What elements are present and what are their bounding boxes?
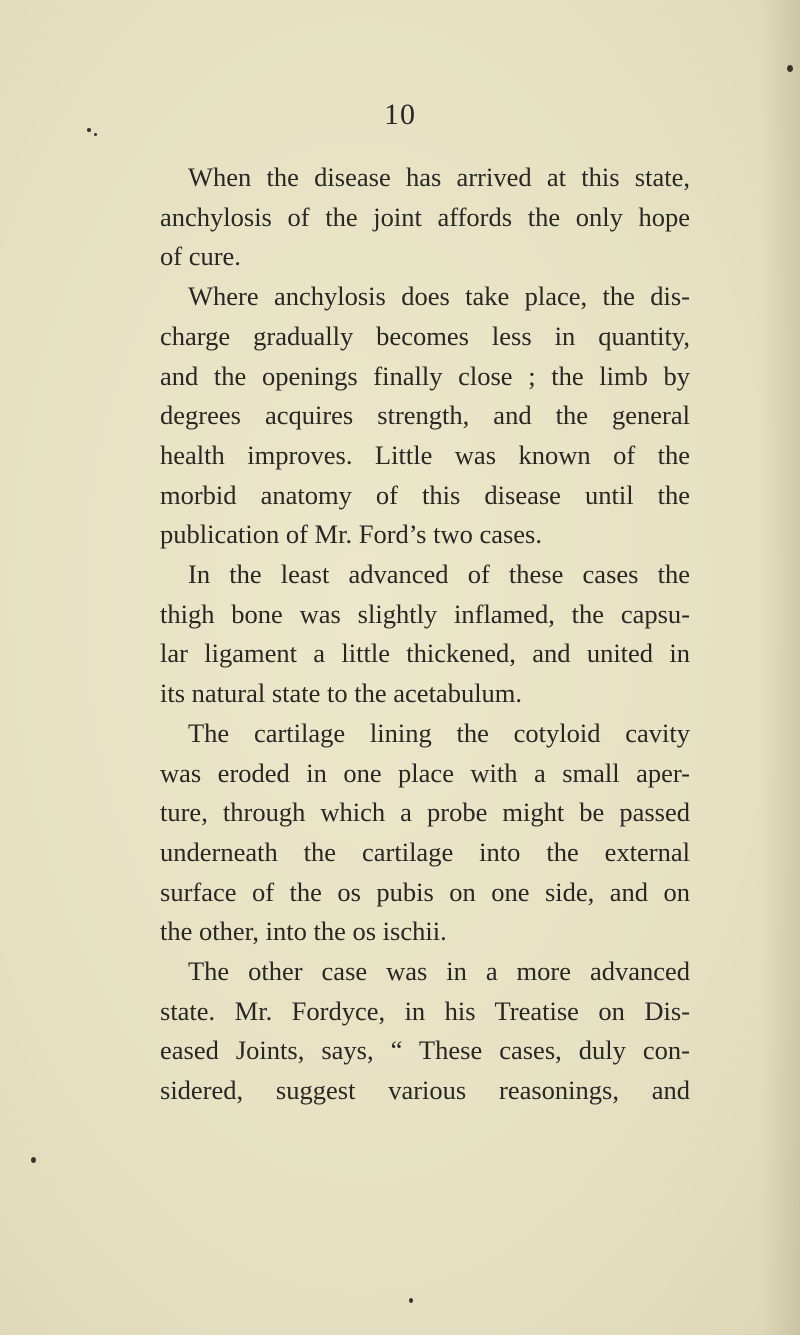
text-line: its natural state to the acetabulum. (160, 678, 523, 709)
text-line: and the openings finally close ; the limb by (160, 360, 690, 391)
text-line: anchylosis of the joint affords the only hope (160, 201, 690, 232)
ink-speck (87, 128, 91, 132)
text-line: charge gradually becomes less in quantity, (160, 320, 690, 351)
ink-speck (409, 1298, 413, 1303)
text-line: When the disease has arrived at this state, (188, 162, 690, 192)
text-line: The other case was in a more advanced (188, 956, 690, 987)
page-number: 10 (384, 98, 416, 131)
text-line: state. Mr. Fordyce, in his Treatise on Dis- (160, 995, 690, 1026)
text-line: publication of Mr. Ford’s two cases. (160, 519, 542, 550)
ink-speck (31, 1157, 36, 1163)
text-line: thigh bone was slightly inflamed, the capsu- (160, 598, 690, 629)
text-line: the other, into the os ischii. (160, 916, 447, 947)
text-line: of cure. (160, 241, 241, 272)
body-text (160, 158, 690, 1111)
text-line: lar ligament a little thickened, and united in (160, 638, 690, 669)
text-line: underneath the cartilage into the external (160, 836, 690, 867)
text-line: In the least advanced of these cases the (188, 559, 690, 590)
ink-speck (787, 65, 793, 72)
text-line: was eroded in one place with a small aper- (160, 757, 690, 788)
text-line: health improves. Little was known of the (160, 439, 690, 470)
text-line: morbid anatomy of this disease until the (160, 479, 690, 510)
text-line: degrees acquires strength, and the general (160, 400, 690, 431)
text-line: ture, through which a probe might be passed (160, 797, 690, 828)
text-line: surface of the os pubis on one side, and on (160, 876, 690, 907)
text-line: sidered, suggest various reasonings, and (160, 1075, 690, 1106)
ink-speck (94, 133, 97, 136)
page-edge-shadow (760, 0, 800, 1335)
text-line: Where anchylosis does take place, the dis- (188, 281, 690, 312)
text-line: The cartilage lining the cotyloid cavity (188, 717, 690, 748)
text-line: eased Joints, says, “ These cases, duly con- (160, 1035, 690, 1066)
